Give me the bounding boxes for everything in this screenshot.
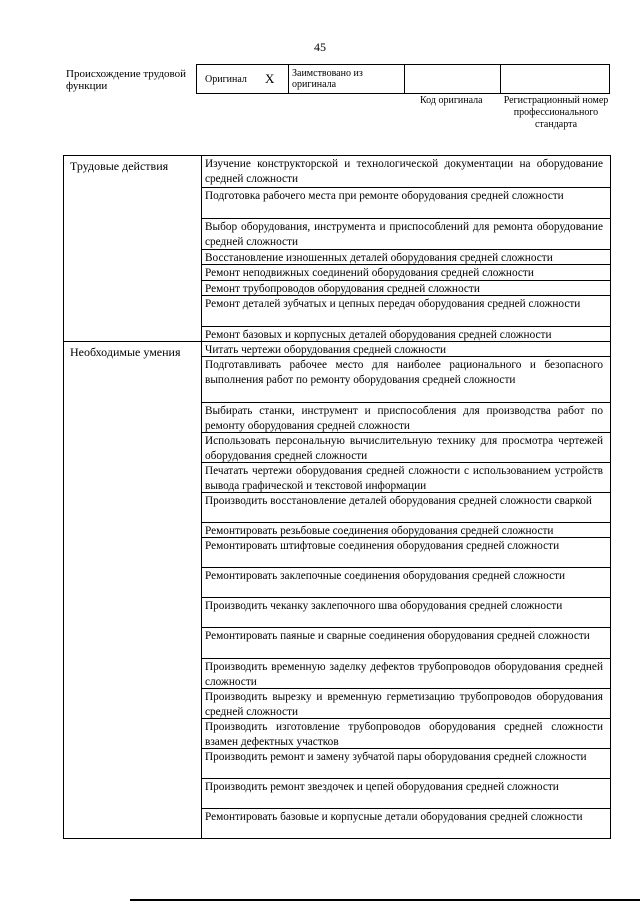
table-row: Печатать чертежи оборудования средней сложности с использованием устройств вывода графической и текстовой информации	[205, 465, 603, 492]
table-row: Ремонтировать штифтовые соединения оборудования средней сложности	[205, 540, 560, 552]
table-row: Ремонт базовых и корпусных деталей оборудования средней сложности	[205, 329, 552, 341]
functions-table	[63, 155, 611, 839]
table-row: Производить изготовление трубопроводов оборудования средней сложности взамен дефектных участков	[205, 721, 603, 748]
table-row: Производить ремонт и замену зубчатой пары оборудования средней сложности	[205, 751, 587, 763]
table-row: Ремонт трубопроводов оборудования средней сложности	[205, 283, 480, 295]
section-label-skills: Необходимые умения	[70, 345, 181, 359]
table-row: Ремонтировать паяные и сварные соединения оборудования средней сложности	[205, 630, 590, 642]
reg-number-cell	[500, 64, 610, 94]
table-row: Выбор оборудования, инструмента и приспособлений для ремонта оборудование средней сложности	[205, 221, 603, 248]
section-label-actions: Трудовые действия	[70, 159, 169, 173]
table-row: Производить чеканку заклепочного шва оборудования средней сложности	[205, 600, 563, 612]
bottom-rule	[130, 899, 640, 901]
borrowed-label: Заимствовано из оригинала	[292, 68, 363, 90]
table-row: Ремонт деталей зубчатых и цепных передач оборудования средней сложности	[205, 298, 581, 310]
table-row: Изучение конструкторской и технологической документации на оборудование средней сложности	[205, 158, 603, 185]
table-row: Использовать персональную вычислительную технику для просмотра чертежей оборудования средней сложности	[205, 435, 603, 462]
table-row: Производить ремонт звездочек и цепей оборудования средней сложности	[205, 781, 559, 793]
table-row: Читать чертежи оборудования средней сложности	[205, 344, 447, 356]
table-row: Производить восстановление деталей оборудования средней сложности сваркой	[205, 495, 592, 507]
table-row: Ремонтировать заклепочные соединения оборудования средней сложности	[205, 570, 566, 582]
table-row: Производить вырезку и временную герметизацию трубопроводов оборудования средней сложности	[205, 691, 603, 718]
code-label: Код оригинала	[420, 95, 483, 106]
code-cell	[404, 64, 501, 94]
table-row: Ремонт неподвижных соединений оборудования средней сложности	[205, 267, 534, 279]
table-row: Производить временную заделку дефектов трубопроводов оборудования средней сложности	[205, 661, 603, 688]
table-row: Восстановление изношенных деталей оборудования средней сложности	[205, 252, 553, 264]
origin-table	[196, 64, 610, 94]
page-number: 45	[314, 40, 326, 54]
table-row: Подготавливать рабочее место для наиболее рационального и безопасного выполнения работ по ремонту оборудования средней сложности	[205, 359, 603, 386]
original-label: Оригинал	[205, 74, 247, 85]
table-row: Выбирать станки, инструмент и приспособления для производства работ по ремонту оборудования средней сложности	[205, 405, 603, 432]
origin-label: Происхождение трудовой функции	[66, 68, 187, 92]
reg-label: Регистрационный номер профессионального стандарта	[503, 95, 609, 130]
table-row: Ремонтировать резьбовые соединения оборудования средней сложности	[205, 525, 554, 537]
borrowed-cell	[288, 64, 405, 94]
column-divider	[201, 156, 202, 838]
x-mark: X	[265, 71, 275, 86]
table-row: Подготовка рабочего места при ремонте оборудования средней сложности	[205, 190, 564, 202]
original-cell	[196, 64, 289, 94]
table-row: Ремонтировать базовые и корпусные детали оборудования средней сложности	[205, 811, 583, 823]
